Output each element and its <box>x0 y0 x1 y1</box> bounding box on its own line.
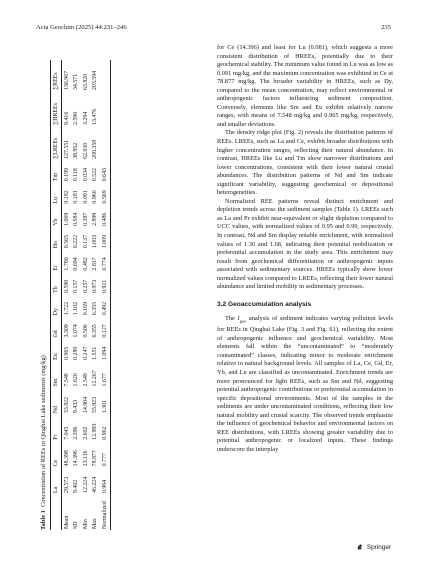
table-cell: 0.774 <box>100 249 110 271</box>
table-cell <box>100 60 110 91</box>
table-cell: 2.590 <box>73 111 80 125</box>
column-header: La <box>51 467 62 494</box>
table-cell: 0.137 <box>82 234 89 249</box>
column-header: Ho <box>51 227 62 249</box>
table-cell: 1.003 <box>92 234 99 249</box>
table-cell: 0.960 <box>92 190 99 204</box>
table-cell: 2.602 <box>82 426 89 440</box>
column-header: Lu <box>51 182 62 204</box>
paragraph-4 <box>217 315 393 454</box>
table-cell: 7.045 <box>63 426 70 440</box>
table-cell: 0.962 <box>100 414 110 441</box>
table-cell: 13.476 <box>92 108 99 125</box>
table-cell: 0.199 <box>63 167 70 182</box>
table-cell: 1.094 <box>100 339 110 361</box>
table-cell: 1.620 <box>73 373 80 387</box>
table-cell: 7.548 <box>63 373 70 387</box>
paragraph-4-lead: The <box>225 315 238 323</box>
table-cell: 1.074 <box>73 324 80 338</box>
row-label: Min <box>82 519 89 529</box>
row-label: Mean <box>63 515 70 529</box>
table-cell: 12.993 <box>92 423 99 440</box>
column-header: Gd <box>51 316 62 338</box>
table-cell: 0.387 <box>82 212 89 226</box>
table-cell: 29.573 <box>63 476 70 493</box>
table-cell: 8.402 <box>73 479 80 493</box>
table-cell: 1.780 <box>63 257 70 271</box>
table-cell: 0.247 <box>82 346 89 360</box>
table-cell: 0.157 <box>73 279 80 293</box>
table-cell: 0.921 <box>100 272 110 294</box>
table-cell: 2.396 <box>73 426 80 440</box>
table-cell: 0.127 <box>100 316 110 338</box>
table-cell: 38.952 <box>73 142 80 159</box>
page-footer <box>356 543 391 551</box>
table-cell: 46.224 <box>92 476 99 493</box>
table-cell: 200.358 <box>92 139 99 159</box>
table-label: Table 1 <box>40 510 47 530</box>
table-cell: 14.396 <box>73 450 80 467</box>
page-number: 235 <box>381 23 391 31</box>
table-cell: 0.522 <box>92 167 99 182</box>
column-header: ∑REEs <box>51 60 62 91</box>
table-cell: 0.118 <box>73 168 80 182</box>
table-cell: 9.416 <box>63 111 70 125</box>
text-column <box>217 44 393 454</box>
table-row <box>62 60 72 530</box>
column-header: Pr <box>51 414 62 441</box>
table-cell: 14.904 <box>82 396 89 414</box>
table-cell: 1.009 <box>100 227 110 249</box>
table-cell: 55.923 <box>92 396 99 414</box>
table-cell: 0.565 <box>63 234 70 249</box>
table-caption-text: Concentration of REEs in Qinghai Lake sediments (mg/kg) <box>40 355 47 507</box>
column-header-stat <box>51 494 62 530</box>
table-cell: 0.169 <box>82 301 89 316</box>
row-label: Max <box>92 518 99 529</box>
table-cell: 2.899 <box>92 212 99 226</box>
table-cell: 2.549 <box>82 373 89 387</box>
table-cell: 9.433 <box>73 399 80 414</box>
table-cell: 48.398 <box>63 450 70 467</box>
table-cell <box>100 91 110 126</box>
table-cell: 3.294 <box>82 111 89 125</box>
table-cell: 0.222 <box>73 234 80 249</box>
table-cell: 0.584 <box>73 212 80 226</box>
table-cell: 1.551 <box>92 346 99 360</box>
column-header: Yb <box>51 205 62 227</box>
table-cell: 127.551 <box>63 139 70 159</box>
table-cell: 23.116 <box>82 450 89 467</box>
table-cell: 0.964 <box>100 467 110 494</box>
table-body <box>62 60 111 530</box>
journal-citation: Acta Geochim (2025) 44:231–246 <box>36 23 127 31</box>
rotated-table <box>40 50 222 530</box>
table-cell: 0.482 <box>82 257 89 271</box>
table-row <box>91 60 101 530</box>
igeo-symbol: I <box>237 315 240 323</box>
column-header: Ce <box>51 441 62 468</box>
table-cell: 34.571 <box>73 73 80 91</box>
table-cell <box>100 126 110 160</box>
table-cell: 0.973 <box>92 279 99 293</box>
table-cell: 62.030 <box>82 142 89 159</box>
table-cell: 6.355 <box>92 324 99 338</box>
table-cell: 1.677 <box>100 361 110 388</box>
column-header: Eu <box>51 339 62 361</box>
table-caption <box>40 50 48 530</box>
column-header: Er <box>51 249 62 271</box>
column-header: Sm <box>51 361 62 388</box>
table-cell: 78.877 <box>92 450 99 467</box>
paragraph-1: for Ce (14.396) and least for Lu (0.081), which suggests a more consistent distribution of HREEs, potentially due to their geochemical stability. The minimum value found in Lu was as low as 0.091 mg/kg, and the maximum concentration was exhibited in Ce at 78.877 mg/kg. The broader variability in HREEs, such as Dy, compared to the mean concentration, may reflect environmental or anthropogenic factors influencing sediment composition. Conversely, elements like Sm and Eu exhibit relatively narrow ranges, with means of 7.548 mg/kg and 0.965 mg/kg, respectively, and smaller deviations. <box>217 44 394 128</box>
row-label: SD <box>73 521 80 529</box>
table-cell: 0.569 <box>100 182 110 204</box>
ree-concentration-table <box>50 60 111 530</box>
table-cell: 0.777 <box>100 441 110 468</box>
publisher-name: Springer <box>366 543 391 551</box>
table-cell: 203.594 <box>92 70 99 91</box>
table-cell: 136.967 <box>63 70 70 91</box>
table-cell: 1.102 <box>73 301 80 316</box>
table-cell: 0.694 <box>73 257 80 271</box>
running-header <box>36 22 391 32</box>
table-header-row <box>51 60 62 530</box>
table-cell: 0.506 <box>82 324 89 338</box>
table-cell: 33.822 <box>63 396 70 414</box>
table-cell: 0.182 <box>63 190 70 204</box>
column-header: ∑HREEs <box>51 91 62 126</box>
column-header: Tm <box>51 160 62 182</box>
column-header: Dy <box>51 294 62 316</box>
table-cell: 0.280 <box>73 346 80 360</box>
table-cell: 2.817 <box>92 257 99 271</box>
table-cell: 1.301 <box>100 388 110 415</box>
section-heading: 3.2 Geoaccumulation analysis <box>217 300 312 308</box>
table-cell: 0.965 <box>63 346 70 360</box>
table-cell: 63.820 <box>82 73 89 91</box>
table-cell: 12.267 <box>92 370 99 387</box>
table-cell: 0.492 <box>100 294 110 316</box>
table-cell: 0.181 <box>73 190 80 204</box>
table-cell: 0.643 <box>100 160 110 182</box>
table-cell: 6.355 <box>92 301 99 316</box>
column-header: ∑LREEs <box>51 126 62 160</box>
column-header: Nd <box>51 388 62 415</box>
table-row <box>100 60 110 530</box>
table-cell: 0.034 <box>82 167 89 182</box>
table-row <box>81 60 91 530</box>
table-cell: 1.722 <box>63 301 70 316</box>
table-cell: 12.224 <box>82 476 89 493</box>
table-cell: 0.257 <box>82 279 89 293</box>
igeo-subscript: geo <box>239 318 247 324</box>
table-cell: 0.486 <box>100 205 110 227</box>
column-header: Tb <box>51 272 62 294</box>
table-cell: 3.309 <box>63 324 70 338</box>
row-label: Normalized <box>100 494 110 530</box>
table-cell: 1.069 <box>63 212 70 226</box>
table-cell: 0.091 <box>82 190 89 204</box>
table-cell: 0.590 <box>63 279 70 293</box>
paragraph-4-body: analysis of sediment indicates varying pollution levels for REEs in Qinghai Lake (Fig. 3 and Fig. S1), reflecting the extent of anthropogenic influence and geochemical variability. Most elements fall within the “uncontaminated” to “moderately contaminated” classes, indicating minor to moderate enrichment relative to natural background levels. All samples of La, Ce, Gd, Er, Yb, and Lu are classified as uncontaminated. Enrichment trends are more pronounced for light REEs, such as Sm and Nd, suggesting potential anthropogenic contributions or preferential accumulation in specific depositional environments. Most of the samples in the sediments are under uncontaminated conditions, reflecting their low natural mobility and crustal scarcity. The observed trends emphasize the influence of geochemical behavior and environmental factors on REE distributions, with LREEs showing greater variability due to potential anthropogenic or localized inputs. These findings underscore the interplay <box>217 315 394 453</box>
paragraph-3: Normalized REE patterns reveal distinct enrichment and depletion trends across the sediment samples (Table 1). LREEs such as La and Pr exhibit near-equivalent or slight depletion compared to UCC values, with normalized values of 0.95 and 0.99, respectively. In contrast, Nd and Sm display notable enrichment, with normalized values of 1.30 and 1.68, indicating their potential mobilization or preferential accumulation in the study area. This enrichment may result from geochemical differentiation or anthropogenic inputs associated with sedimentary sources. HREEs typically show lower normalized values compared to LREEs, reflecting their lower natural abundance and limited mobility in sedimentary processes. <box>217 197 393 291</box>
paragraph-2: The density ridge plot (Fig. 2) reveals the distribution patterns of REEs. LREEs, such as La and Ce, exhibit broader distributions with higher concentration ranges, reflecting their natural abundance. In contrast, HREEs like Lu and Tm show narrower distributions and lower concentrations, consistent with their lower natural crustal abundances. The distribution patterns of Nd and Sm indicate significant variability, suggesting geochemical or depositional heterogeneities. <box>217 129 393 197</box>
springer-horse-icon <box>356 543 364 551</box>
table-row <box>72 60 82 530</box>
